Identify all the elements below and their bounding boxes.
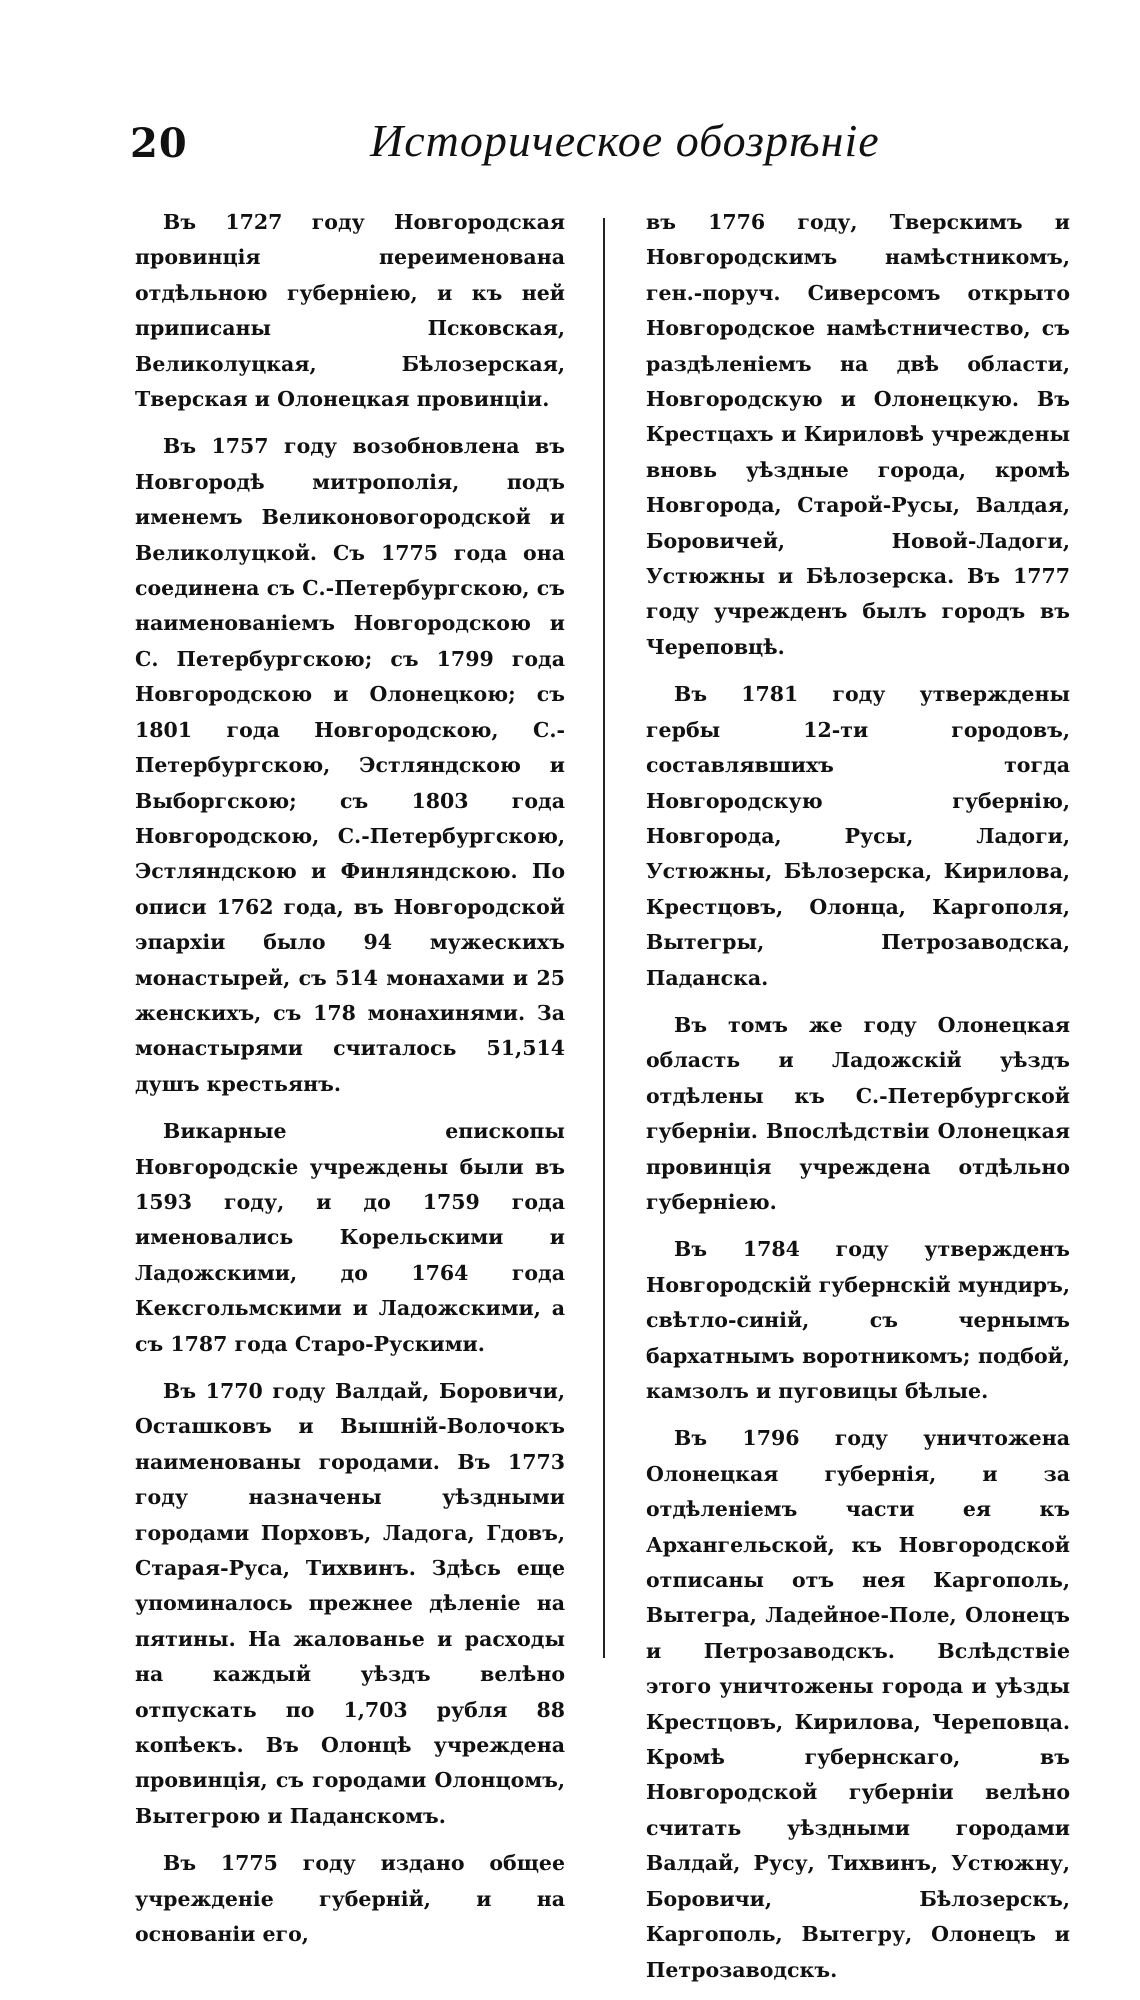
page-header — [0, 110, 1140, 190]
paragraph: Въ томъ же году Олонецкая область и Ладожскій уѣздъ отдѣлены къ С.-Петербургской губерніи. Впослѣдствіи Олонецкая провинція учреждена отдѣльно губерніею. — [646, 1012, 1070, 1214]
paragraph: Въ 1781 году утверждены гербы 12-ти городовъ, составлявшихъ тогда Новгородскую губернію, Новгорода, Русы, Ладоги, Устюжны, Бѣлозерска, Кирилова, Крестцовъ, Олонца, Каргополя, Вытегры, Петрозаводска, Паданска. — [646, 682, 1070, 990]
column-divider — [603, 218, 605, 1658]
paragraph: Въ 1796 году уничтожена Олонецкая губернія, и за отдѣленіемъ части ея къ Архангельской, къ Новгородской отписаны отъ нея Каргополь, Вытегра, Ладейное-Поле, Олонецъ и Петрозаводскъ. Вслѣдствіе этого уничтожены города и уѣзды Крестцовъ, Кирилова, Череповца. Кромѣ губернскаго, въ Новгородской губерніи велѣно считать уѣздными городами Валдай, Русу, Тихвинъ, Устюжну, Боровичи, Бѣлозерскъ, Каргополь, Вытегру, Олонецъ и Петрозаводскъ. — [646, 1426, 1070, 1982]
right-column — [646, 205, 1070, 2000]
paragraph: Въ 1727 году Новгородская провинція переименована отдѣльною губерніею, и къ ней приписаны Псковская, Великолуцкая, Бѣлозерская, Тверская и Олонецкая провинціи. — [135, 210, 565, 412]
paragraph: Викарные епископы Новгородскіе учреждены были въ 1593 году, и до 1759 года именовались Корельскими и Ладожскими, до 1764 года Кексгольмскими и Ладожскими, а съ 1787 года Старо-Рускими. — [135, 1119, 565, 1356]
page-number: 20 — [130, 120, 188, 167]
paragraph-continued: въ 1776 году, Тверскимъ и Новгородскимъ намѣстникомъ, ген.-поруч. Сиверсомъ открыто Новгородское намѣстничество, съ раздѣленіемъ на двѣ области, Новгородскую и Олонецкую. Въ Крестцахъ и Кириловѣ учреждены вновь уѣздные города, кромѣ Новгорода, Старой-Русы, Валдая, Боровичей, Новой-Ладоги, Устюжны и Бѣлозерска. Въ 1777 году учрежденъ былъ городъ въ Череповцѣ. — [646, 210, 1070, 659]
running-title: Историческое обозрѣніе — [370, 115, 880, 166]
paragraph: Въ 1770 году Валдай, Боровичи, Осташковъ и Вышній-Волочокъ наименованы городами. Въ 1773 году назначены уѣздными городами Порховъ, Ладога, Гдовъ, Старая-Руса, Тихвинъ. Здѣсь еще упоминалось прежнее дѣленіе на пятины. На жалованье и расходы на каждый уѣздъ велѣно отпускать по 1,703 рубля 88 копѣекъ. Въ Олонцѣ учреждена провинція, съ городами Олонцомъ, Вытегрою и Паданскомъ. — [135, 1379, 565, 1828]
paragraph: Въ 1757 году возобновлена въ Новгородѣ митрополія, подъ именемъ Великоновогородской и Великолуцкой. Съ 1775 года она соединена съ С.-Петербургскою, съ наименованіемъ Новгородскою и С. Петербургскою; съ 1799 года Новгородскою и Олонецкою; съ 1801 года Новгородскою, С.-Петербургскою, Эстляндскою и Выборгскою; съ 1803 года Новгородскою, С.-Петербургскою, Эстляндскою и Финляндскою. По описи 1762 года, въ Новгородской эпархіи было 94 мужескихъ монастырей, съ 514 монахами и 25 женскихъ, съ 178 монахинями. За монастырями считалось 51,514 душъ крестьянъ. — [135, 434, 565, 1096]
paragraph: Въ 1784 году утвержденъ Новгородскій губернскій мундиръ, свѣтло-синій, съ чернымъ бархатнымъ воротникомъ; подбой, камзолъ и пуговицы бѣлые. — [646, 1237, 1070, 1403]
paragraph: Въ 1775 году издано общее учрежденіе губерній, и на основаніи его, — [135, 1851, 565, 1947]
left-column — [135, 205, 565, 1965]
